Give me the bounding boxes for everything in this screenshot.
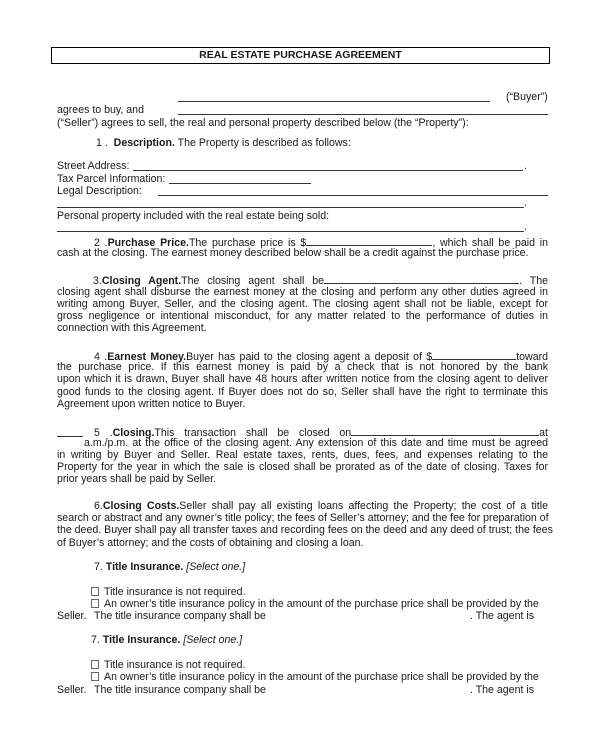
section-7b-agent: . The agent is	[470, 684, 534, 696]
section-6-line-2: search or abstract and any owner’s title policy; the fees of Seller’s attorney; and the fee for preparation of	[57, 512, 549, 524]
section-5-line-1: 5 .Closing.This transaction shall be closed on at	[94, 427, 548, 439]
legal-description-label: Legal Description:	[57, 185, 142, 197]
closing-time-field[interactable]	[57, 436, 83, 437]
checkbox-icon[interactable]	[91, 672, 99, 681]
section-7a-heading: 7. Title Insurance. [Select one.]	[94, 561, 246, 573]
title-not-required-option[interactable]: Title insurance is not required.	[91, 586, 246, 599]
section-6-line-3: the deed. Buyer shall pay all transfer taxes and recording fees on the deed and any deed of trust; the fees	[57, 524, 553, 536]
title-not-required-option-2[interactable]: Title insurance is not required.	[91, 659, 246, 672]
personal-period: .	[524, 221, 527, 233]
document-title: REAL ESTATE PURCHASE AGREEMENT	[51, 47, 550, 64]
section-3-line-1: 3.Closing Agent.The closing agent shall be . The	[93, 275, 548, 287]
earnest-money-field[interactable]	[432, 349, 516, 360]
section-7a-company: The title insurance company shall be	[94, 610, 266, 622]
section-5-line-2: a.m./p.m. at the office of the closing agent. Any extension of this date and time must be agreed	[84, 437, 548, 449]
purchase-price-field[interactable]	[306, 235, 432, 246]
personal-property-label: Personal property included with the real estate being sold:	[57, 210, 330, 222]
section-4-line-5: Agreement upon written notice to Buyer.	[57, 398, 246, 410]
owner-policy-option-2[interactable]: An owner’s title insurance policy in the amount of the purchase price shall be provided by the	[91, 671, 539, 684]
section-3-line-3: writing among Buyer, Seller, and the closing agent. The closing agent shall not be liable, except for	[57, 298, 548, 310]
section-5-line-5: prior years shall be paid by Seller.	[57, 473, 216, 485]
section-5-line-4: Property for the year in which the sale is closed shall be prorated as of the date of closing. Taxes for	[57, 461, 548, 473]
closing-date-field[interactable]	[351, 425, 539, 436]
section-3-line-4: gross negligence or intentional misconduct, for any matter related to the performance of duties in	[57, 310, 548, 322]
section-4-line-1: 4 .Earnest Money.Buyer has paid to the closing agent a deposit of $ toward	[94, 351, 548, 363]
section-7b-seller: Seller.	[57, 684, 87, 696]
street-address-label: Street Address:	[57, 160, 130, 172]
section-5-line-3: in writing by Buyer and Seller. Real estate taxes, rents, dues, fees, and expenses relating to the	[57, 449, 548, 461]
legal-description-field-2[interactable]	[57, 207, 524, 208]
section-7b-heading: 7. Title Insurance. [Select one.]	[91, 634, 243, 646]
legal-period: .	[524, 197, 527, 209]
section-7a-seller: Seller.	[57, 610, 87, 622]
checkbox-icon[interactable]	[91, 599, 99, 608]
street-address-field[interactable]	[133, 170, 523, 171]
section-6-line-4: of Buyer’s attorney; and the costs of obtaining and closing a loan.	[57, 537, 364, 549]
section-2-line-1: 2 .Purchase Price.The purchase price is $ , which shall be paid in	[94, 237, 549, 249]
agrees-text: agrees to buy, and	[57, 104, 144, 116]
personal-property-field[interactable]	[57, 231, 524, 232]
street-period: .	[524, 160, 527, 172]
section-3-line-5: connection with this Agreement.	[57, 322, 207, 334]
buyer-label: (“Buyer”)	[506, 91, 548, 103]
section-7a-agent: . The agent is	[470, 610, 534, 622]
section-3-line-2: closing agent shall disburse the earnest money at the closing and perform any other duties agreed in	[57, 286, 548, 298]
section-4-line-4: good funds to the closing agent. If Buyer does not do so, Seller shall have the right to terminate this	[57, 386, 548, 398]
buyer-name-blank[interactable]	[178, 101, 490, 102]
checkbox-icon[interactable]	[91, 587, 99, 596]
seller-name-blank[interactable]	[178, 114, 548, 115]
section-4-line-2: the purchase price. If this earnest money is paid by a check that is not honored by the bank	[57, 361, 548, 373]
section-7b-company: The title insurance company shall be	[94, 684, 266, 696]
section-1-heading: 1 . Description. The Property is described as follows:	[96, 137, 351, 149]
section-6-line-1: 6.Closing Costs.Seller shall pay all existing loans affecting the Property; the cost of a title	[94, 500, 548, 512]
legal-description-field[interactable]	[158, 195, 548, 196]
owner-policy-option[interactable]: An owner’s title insurance policy in the amount of the purchase price shall be provided by the	[91, 598, 539, 611]
checkbox-icon[interactable]	[91, 660, 99, 669]
section-4-line-3: upon which it is drawn, Buyer shall have 48 hours after written notice from the closing agent to deliver	[57, 373, 548, 385]
tax-parcel-field[interactable]	[169, 183, 311, 184]
seller-line: (“Seller”) agrees to sell, the real and personal property described below (the “Property”):	[57, 117, 469, 129]
closing-agent-field[interactable]	[324, 273, 519, 284]
section-2-line-2: cash at the closing. The earnest money described below shall be a credit against the purchase price.	[57, 247, 529, 259]
tax-parcel-label: Tax Parcel Information:	[57, 173, 166, 185]
